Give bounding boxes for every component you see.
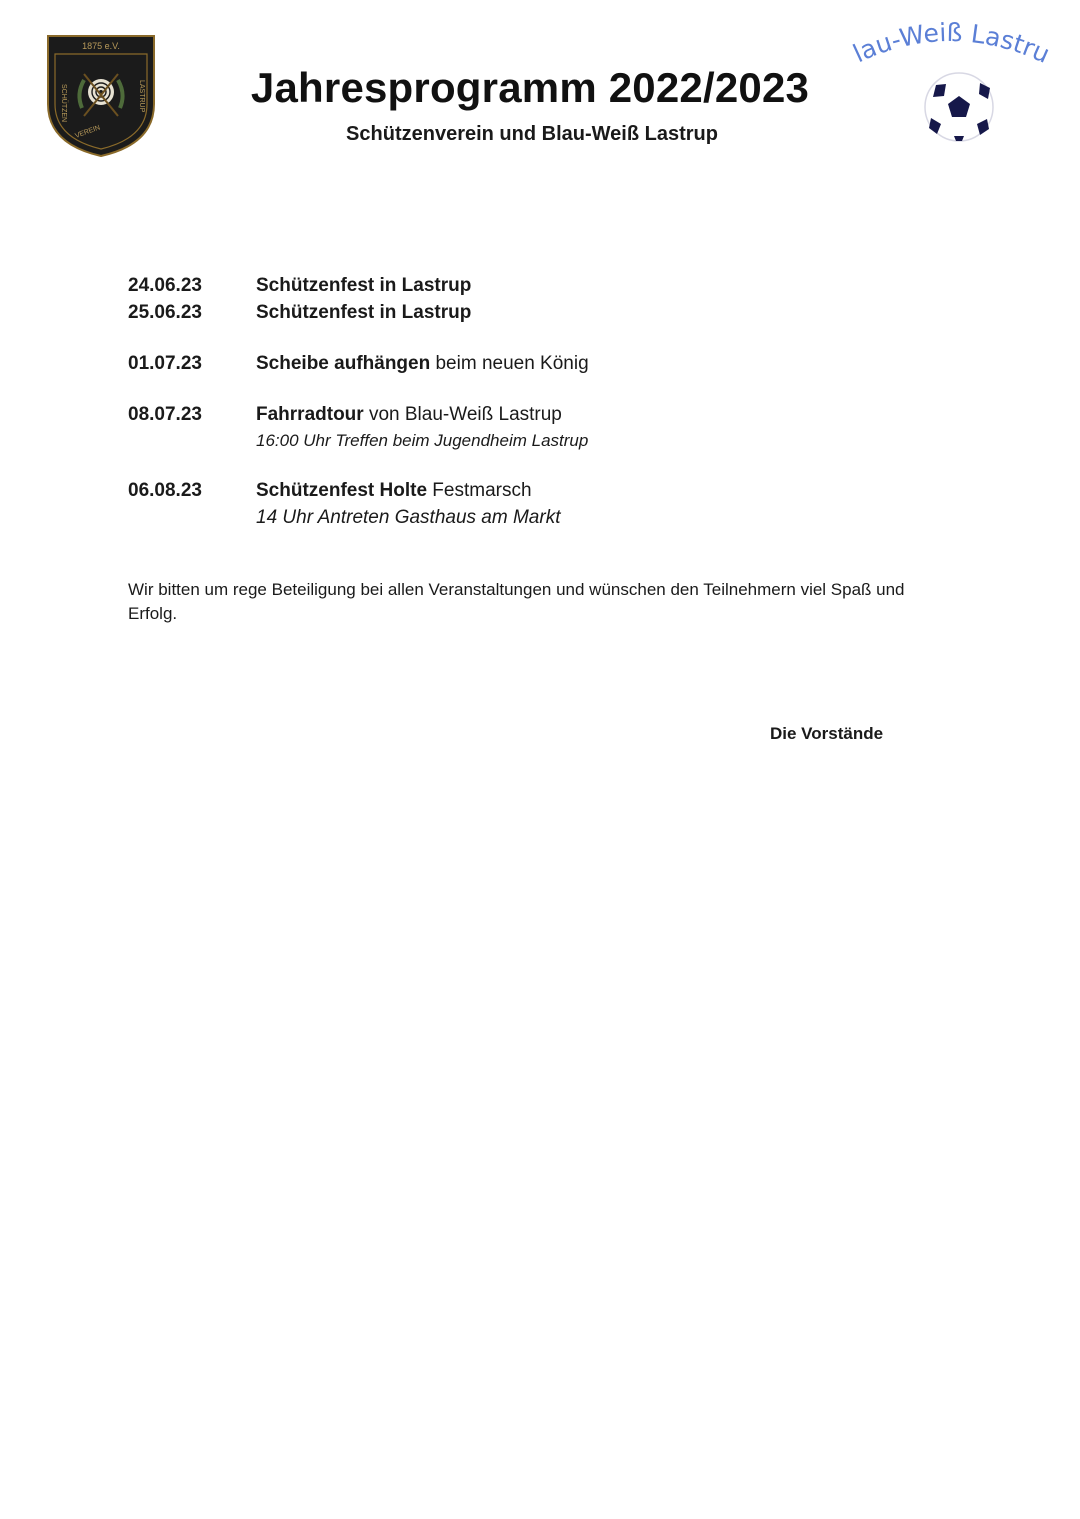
- event-description: beim neuen König: [430, 353, 589, 374]
- blau-weiss-lastrup-logo: [840, 20, 1060, 152]
- event-note: 16:00 Uhr Treffen beim Jugendheim Lastrup: [256, 431, 589, 450]
- event-item: [128, 350, 948, 377]
- event-item: [128, 299, 948, 326]
- event-title: Schützenfest in Lastrup: [256, 275, 472, 296]
- signature: Die Vorstände: [770, 724, 884, 743]
- event-date: 25.06.23: [128, 302, 202, 323]
- closing-paragraph: Wir bitten um rege Beteiligung bei allen Veranstaltungen und wünschen den Teilnehmern viel Spaß und Erfolg.: [128, 580, 905, 623]
- event-item: [128, 272, 948, 299]
- club-logo-text: lau-Weiß Lastru: [848, 20, 1055, 69]
- event-date: 01.07.23: [128, 353, 202, 374]
- svg-text:VEREIN: VEREIN: [74, 124, 102, 140]
- event-title: Schützenfest in Lastrup: [256, 302, 472, 323]
- event-item: [128, 477, 948, 531]
- event-date: 24.06.23: [128, 275, 202, 296]
- event-date: 06.08.23: [128, 480, 202, 501]
- svg-text:1875 e.V.: 1875 e.V.: [82, 41, 120, 51]
- svg-text:SCHÜTZEN: SCHÜTZEN: [60, 84, 67, 123]
- page-subtitle: Schützenverein und Blau-Weiß Lastrup: [346, 123, 718, 145]
- event-date: 08.07.23: [128, 404, 202, 425]
- soccer-ball-icon: [925, 73, 993, 141]
- event-title: Schützenfest Holte: [256, 480, 428, 501]
- event-description: von Blau-Weiß Lastrup: [363, 404, 562, 425]
- svg-text:LASTRUP: LASTRUP: [138, 80, 145, 113]
- event-list: [128, 272, 948, 531]
- event-title: Scheibe aufhängen: [256, 353, 431, 374]
- event-item: [128, 401, 948, 453]
- event-note: 14 Uhr Antreten Gasthaus am Markt: [256, 507, 561, 528]
- event-title: Fahrradtour: [256, 404, 364, 425]
- page-title: Jahresprogramm 2022/2023: [250, 64, 810, 111]
- event-description: Festmarsch: [427, 480, 532, 501]
